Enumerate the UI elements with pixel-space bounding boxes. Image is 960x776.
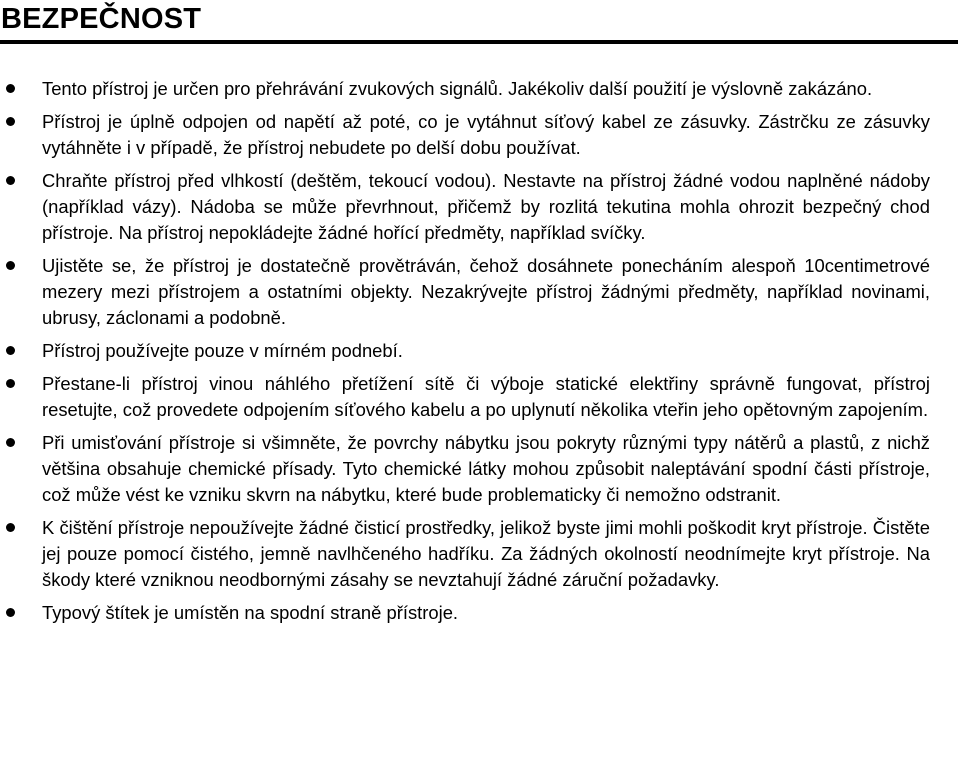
list-item [0,371,960,423]
list-item [0,600,960,626]
list-item-text: Chraňte přístroj před vlhkostí (deštěm, tekoucí vodou). Nestavte na přístroj žádné vodou naplněné nádoby (například vázy). Nádoba se může převrhnout, přičemž by rozlitá tekutina mohla ohrozit bezpečný chod přístroje. Na přístroj nepokládejte žádné hořící předměty, například svíčky. [42,170,930,243]
section-heading: BEZPEČNOST [1,3,202,35]
list-item-text: Přístroj používejte pouze v mírném podnebí. [42,340,403,361]
safety-list [0,76,960,633]
list-item-text: K čištění přístroje nepoužívejte žádné čisticí prostředky, jelikož byste jimi mohli poškodit kryt přístroje. Čistěte jej pouze pomocí čistého, jemně navlhčeného hadříku. Za žádných okolností neodnímejte kryt přístroje. Na škody které vzniknou neodbornými zásahy se nevztahují žádné záruční požadavky. [42,517,930,590]
bullet-icon [6,117,15,126]
bullet-icon [6,379,15,388]
list-item-text: Přístroj je úplně odpojen od napětí až poté, co je vytáhnut síťový kabel ze zásuvky. Zástrčku ze zásuvky vytáhněte i v případě, že přístroj nebudete po delší dobu používat. [42,111,930,158]
list-item-text: Ujistěte se, že přístroj je dostatečně provětráván, čehož dosáhnete ponecháním alespoň 10centimetrové mezery mezi přístrojem a ostatními objekty. Nezakrývejte přístroj žádnými předměty, například novinami, ubrusy, záclonami a podobně. [42,255,930,328]
list-item [0,430,960,508]
list-item [0,515,960,593]
list-item [0,338,960,364]
list-item-text: Přestane-li přístroj vinou náhlého přetížení sítě či výboje statické elektřiny správně fungovat, přístroj resetujte, což provedete odpojením síťového kabelu a po uplynutí několika vteřin jeho opětovným zapojením. [42,373,930,420]
list-item [0,168,960,246]
bullet-icon [6,523,15,532]
heading-underline [0,40,958,44]
bullet-icon [6,176,15,185]
bullet-icon [6,346,15,355]
list-item [0,76,960,102]
bullet-icon [6,84,15,93]
bullet-icon [6,261,15,270]
bullet-icon [6,608,15,617]
bullet-icon [6,438,15,447]
list-item [0,253,960,331]
list-item-text: Při umisťování přístroje si všimněte, že povrchy nábytku jsou pokryty různými typy nátěrů a plastů, z nichž většina obsahuje chemické přísady. Tyto chemické látky mohou způsobit naleptávání spodní části přístroje, což může vést ke vzniku skvrn na nábytku, které bude problematicky či nemožno odstranit. [42,432,930,505]
list-item-text: Typový štítek je umístěn na spodní straně přístroje. [42,602,459,623]
list-item-text: Tento přístroj je určen pro přehrávání zvukových signálů. Jakékoliv další použití je výslovně zakázáno. [42,78,873,99]
list-item [0,109,960,161]
